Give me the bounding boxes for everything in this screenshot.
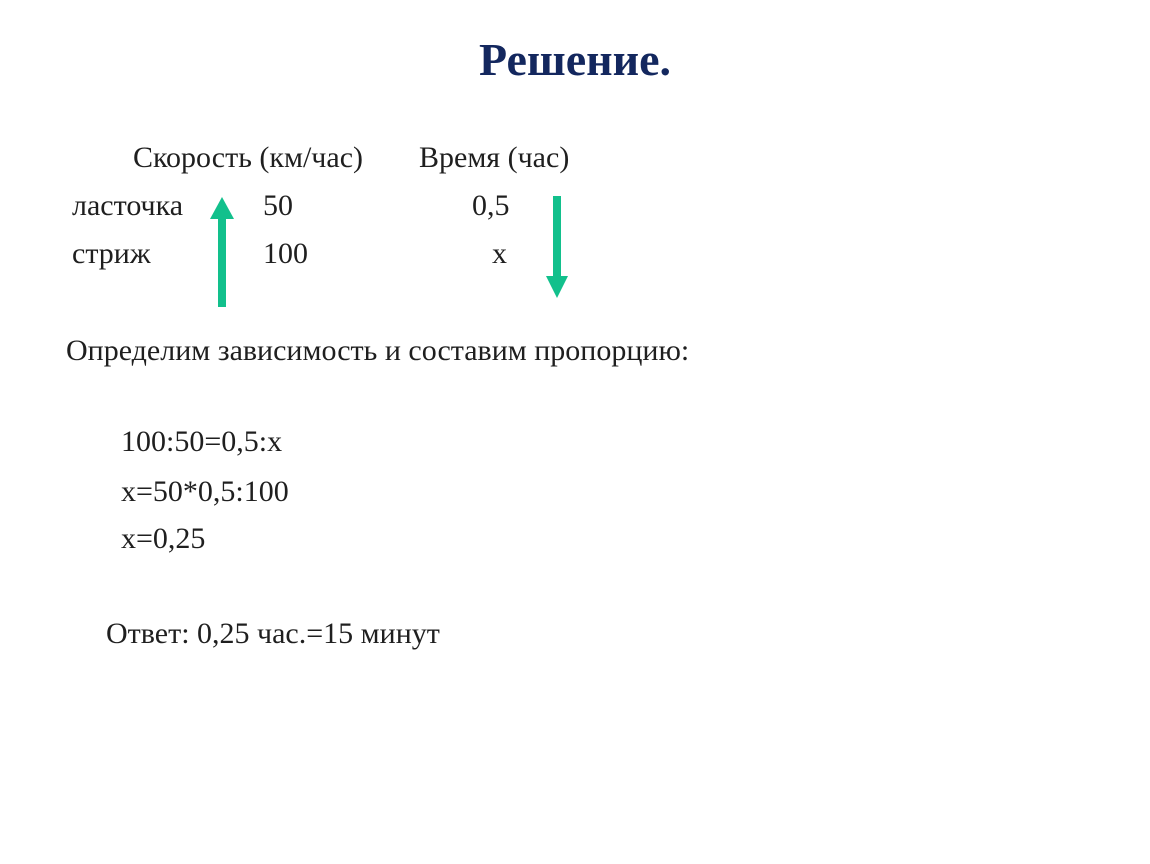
equation-line: х=0,25 xyxy=(121,522,206,555)
equation-line: х=50*0,5:100 xyxy=(121,475,289,508)
row-swallow-time: 0,5 xyxy=(472,189,510,222)
row-swift-speed: 100 xyxy=(263,237,308,270)
row-swift-time: х xyxy=(492,237,507,270)
arrow-up-icon xyxy=(206,195,238,307)
arrow-down-icon xyxy=(542,196,572,300)
row-swallow-speed: 50 xyxy=(263,189,293,222)
header-speed: Скорость (км/час) xyxy=(133,141,364,174)
row-swallow-name: ласточка xyxy=(72,189,184,222)
equation-line: 100:50=0,5:х xyxy=(121,425,283,458)
row-swift-name: стриж xyxy=(72,237,151,270)
header-time: Время (час) xyxy=(419,141,570,174)
intro-text: Определим зависимость и составим пропорцию: xyxy=(66,334,690,367)
slide-title: Решение. xyxy=(478,34,672,85)
answer-text: Ответ: 0,25 час.=15 минут xyxy=(106,617,440,650)
